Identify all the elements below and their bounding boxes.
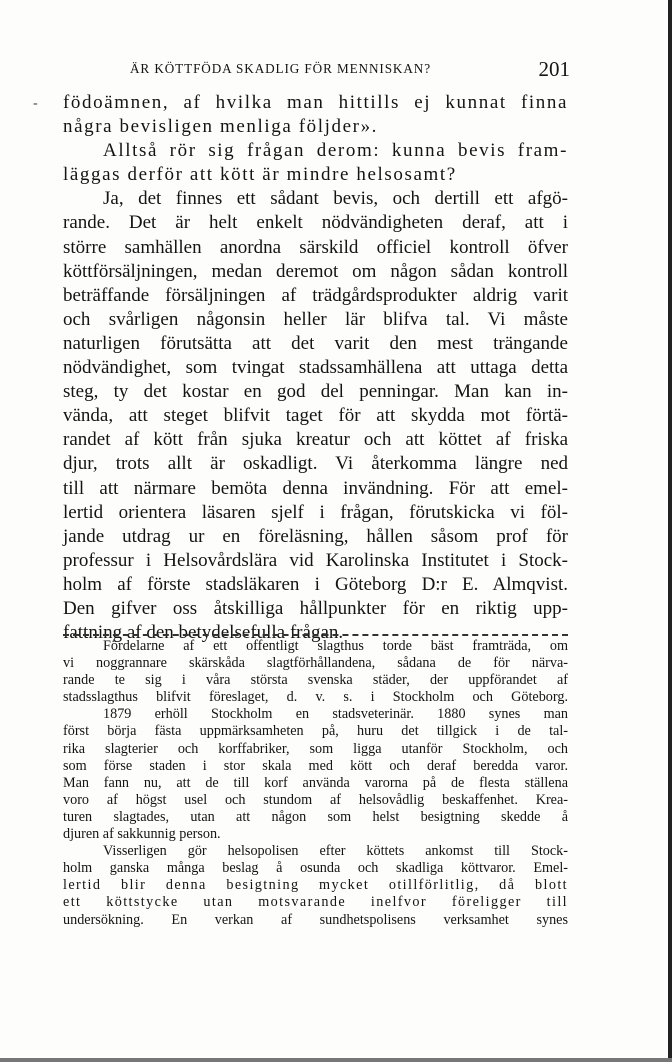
body-line: jande utdrag ur en föreläsning, hållen såsom prof för [63,525,568,547]
footnote-line: som förse staden i stor skala med kött och deraf beredda varor. [63,757,568,774]
footnote-line: djuren af sakkunnig person. [63,826,221,843]
footnote-line: holm ganska många beslag å osunda och skadliga köttvaror. Emel- [63,860,568,877]
body-line: några bevisligen menliga följder». [63,116,379,138]
footnote-line: Man fann nu, att de till korf använda varorna på de flesta ställena [63,774,568,791]
body-line: läggas derför att kött är mindre helsosamt? [63,164,457,186]
footnote-line: Visserligen gör helsopolisen efter köttets ankomst till Stock- [103,843,568,860]
body-line: holm af förste stadsläkaren i Göteborg D:r E. Almqvist. [63,573,568,595]
body-line: professur i Helsovårdslära vid Karolinska Institutet i Stock- [63,549,568,571]
footnote-line: Fördelarne af ett offentligt slagthus torde bäst framträda, om [103,638,568,654]
footnote-line: först börja fästa uppmärksamheten på, huru det tillgick i de tal- [63,723,568,740]
footnote-line: lertid blir denna besigtning mycket otillförlitlig, då blott [63,877,568,894]
running-title: ÄR KÖTTFÖDA SKADLIG FÖR MENNISKAN? [130,61,431,76]
body-line: rande. Det är helt enkelt nödvändigheten deraf, att i [63,212,568,234]
footnote-line: voro af högst usel och stundom af helsovådlig beskaffenhet. Krea- [63,791,568,808]
scan-edge-bottom [0,1058,672,1062]
footnote-line: rande te sig i våra största svenska städer, der uppförandet af [63,672,568,689]
body-line: naturligen förutsätta att det varit den mest trängande [63,332,568,354]
footnote-block [63,638,568,929]
body-line: större samhällen anordna särskild officiel kontroll öfver [63,236,568,258]
body-line: fattning af den betydelsefulla frågan. [63,622,344,644]
footnote-line: turen slagtades, utan att någon som helst besigtning skedde å [63,808,568,825]
body-line: Den gifver oss åtskilliga hållpunkter för en riktig upp- [63,597,568,619]
body-text [63,91,568,645]
margin-mark: - [33,96,38,111]
body-line: och svårligen någonsin heller lär blifva tal. Vi måste [63,308,568,330]
scan-edge-right [668,0,672,1062]
body-line: Ja, det finnes ett sådant bevis, och dertill ett afgö- [103,188,568,210]
page-header [130,57,570,83]
footnote-line: stadsslagthus blifvit föreslaget, d. v. s. i Stockholm och Göteborg. [63,689,568,706]
footnote-line: ett köttstycke utan motsvarande inelfvor föreligger till [63,894,568,911]
footnote-line: 1879 erhöll Stockholm en stadsveterinär. 1880 synes man [103,706,568,723]
body-line: födoämnen, af hvilka man hittills ej kunnat finna [63,92,568,113]
footnote-line: undersökning. En verkan af sundhetspolisens verksamhet synes [63,911,568,928]
body-line: lertid orientera läsaren sjelf i frågan, förutskicka vi föl- [63,501,568,523]
body-line: köttförsäljningen, medan deremot om någon sådan kontroll [63,260,568,282]
body-line: Alltså rör sig frågan derom: kunna bevis fram- [103,140,568,162]
page-number: 201 [538,57,570,81]
footnote-separator [63,634,568,636]
body-line: randet af kött från sjuka kreatur och att köttet af friska [63,429,568,451]
body-line: vända, att steget blifvit taget för att skydda mot förtä- [63,405,568,427]
body-line: djur, trots allt är oskadligt. Vi återkomma längre ned [63,453,568,475]
body-line: till att närmare bemöta denna invändning. För att emel- [63,477,568,499]
body-line: beträffande försäljningen af trädgårdsprodukter aldrig varit [63,284,568,306]
body-line: steg, ty det kostar en god del penningar. Man kan in- [63,381,568,403]
footnote-line: vi noggrannare skärskåda slagtförhållandena, sådana de för närva- [63,655,568,672]
footnote-line: rika slagterier och korffabriker, som ligga utanför Stockholm, och [63,740,568,757]
body-line: nödvändighet, som tvingat stadssamhällena att uttaga detta [63,357,568,379]
